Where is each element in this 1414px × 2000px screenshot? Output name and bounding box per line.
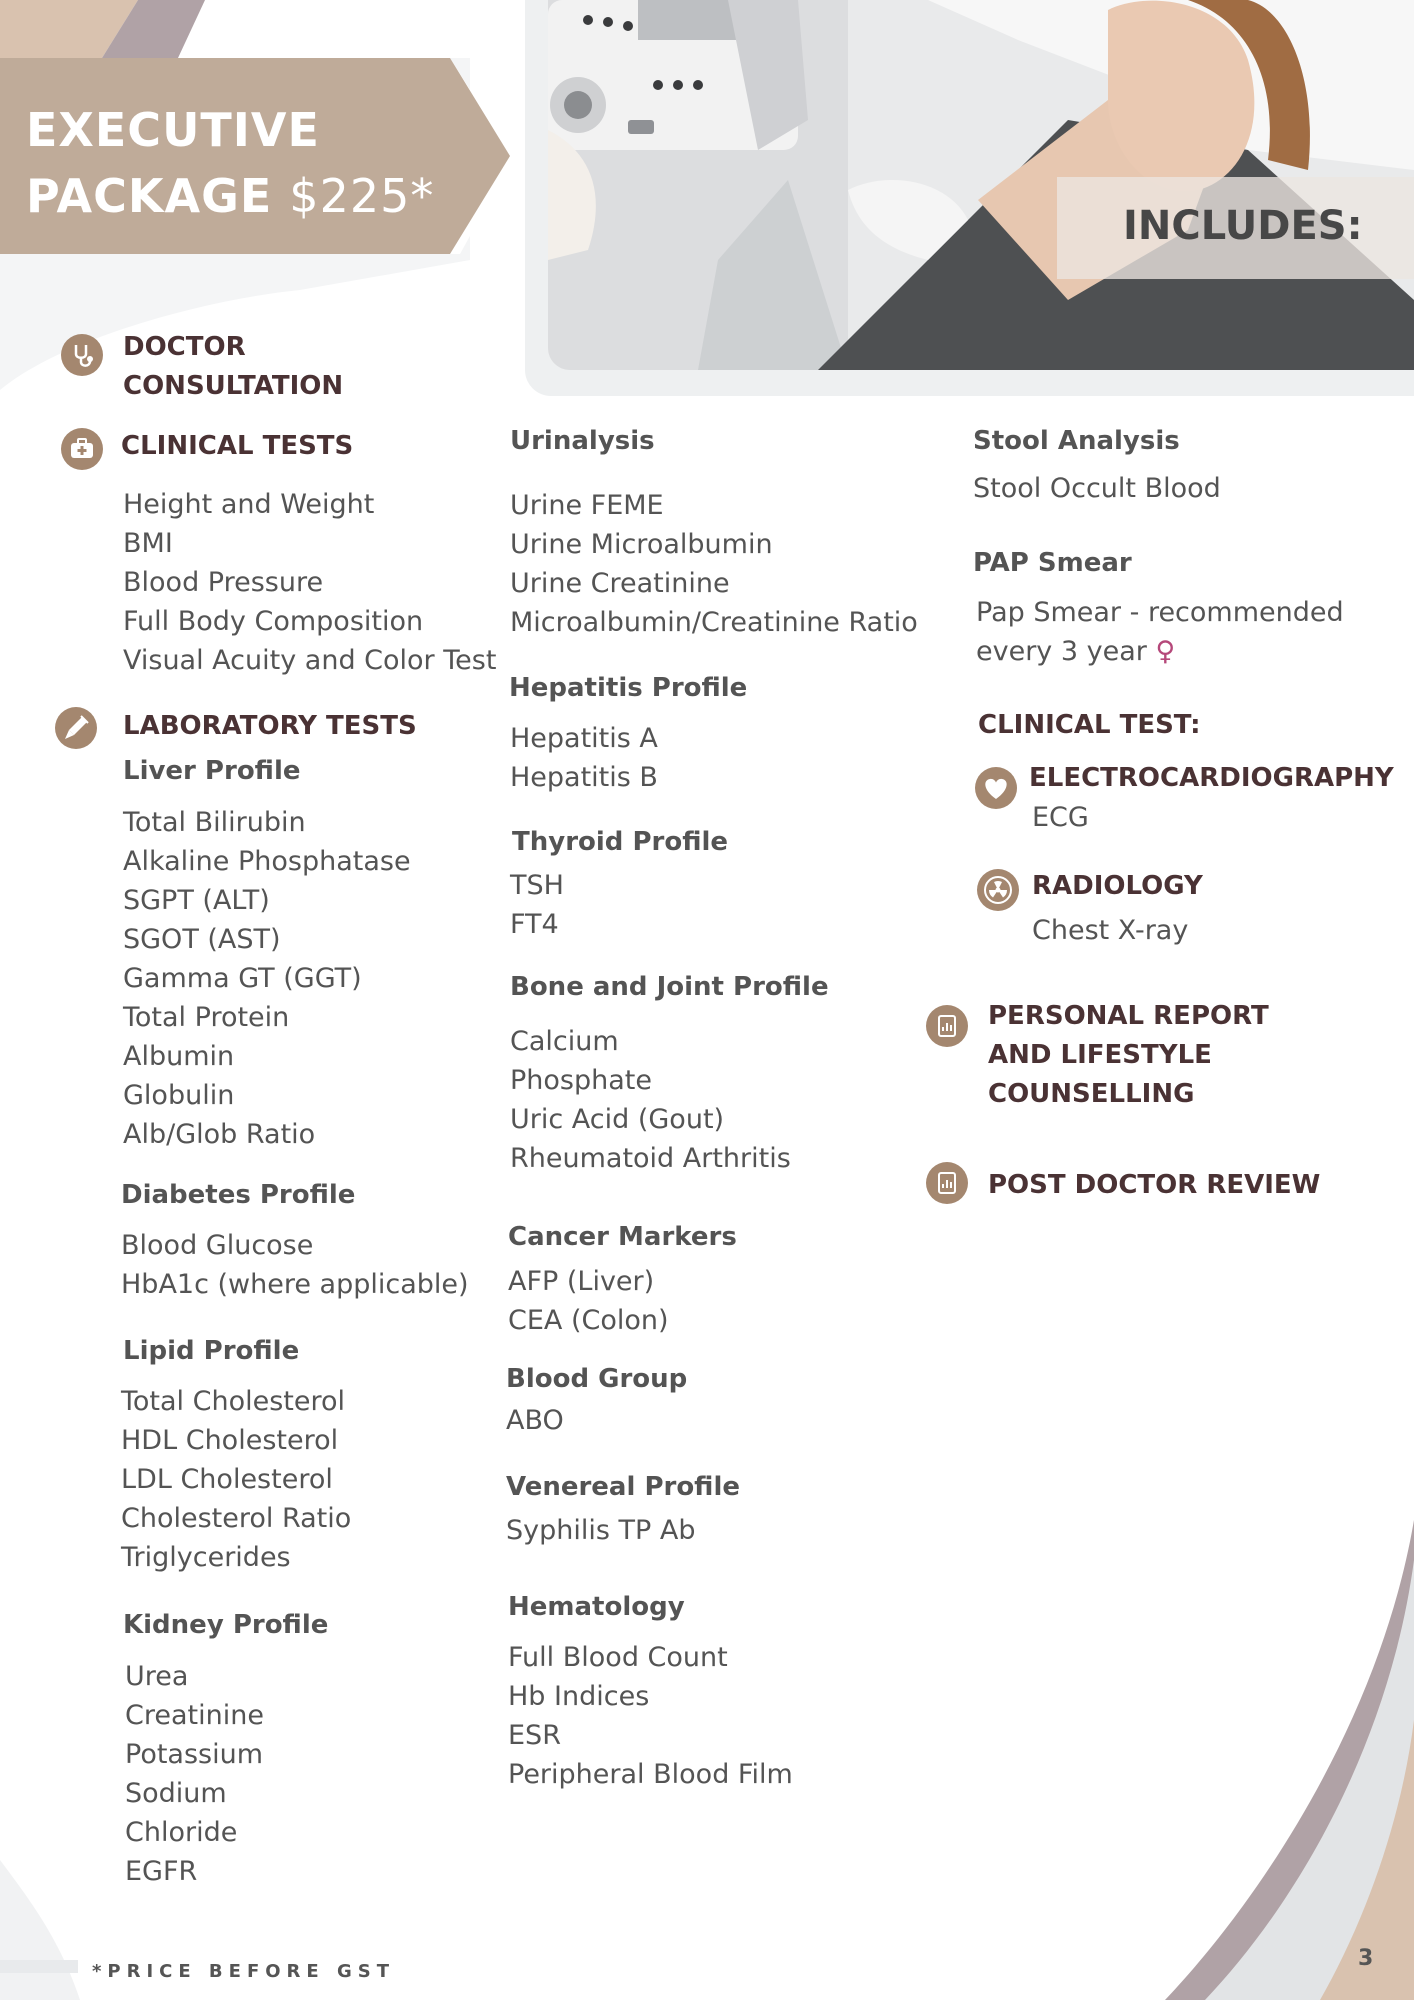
list-item: Triglycerides (121, 1542, 291, 1573)
list-item: Blood Pressure (123, 567, 324, 598)
list-item: Total Protein (123, 1002, 290, 1033)
urinalysis-heading: Urinalysis (510, 426, 655, 456)
list-item: Rheumatoid Arthritis (510, 1143, 791, 1174)
list-item: LDL Cholesterol (121, 1464, 333, 1495)
cancer-markers-heading: Cancer Markers (508, 1222, 737, 1252)
list-item: HDL Cholesterol (121, 1425, 339, 1456)
pap-line2: every 3 year (976, 636, 1147, 667)
list-item: Urine FEME (510, 490, 664, 521)
personal-report-heading (988, 997, 1269, 1114)
doctor-line1: DOCTOR (123, 332, 246, 362)
list-item: SGPT (ALT) (123, 885, 270, 916)
list-item: Urea (125, 1661, 189, 1692)
lipid-profile-heading: Lipid Profile (123, 1336, 300, 1366)
list-item: Hepatitis A (510, 723, 658, 754)
pap-line1: Pap Smear - recommended (976, 597, 1344, 628)
radiation-icon (977, 869, 1019, 911)
diabetes-profile-list (121, 1226, 469, 1304)
syringe-icon (55, 707, 97, 749)
laboratory-tests-heading: LABORATORY TESTS (123, 711, 417, 741)
title-line2: PACKAGE (26, 169, 273, 223)
doctor-consultation-heading (123, 328, 343, 406)
list-item: FT4 (510, 909, 559, 940)
list-item: Gamma GT (GGT) (123, 963, 362, 994)
list-item: Total Bilirubin (123, 807, 306, 838)
list-item: Potassium (125, 1739, 264, 1770)
list-item: Alb/Glob Ratio (123, 1119, 316, 1150)
list-item: Chloride (125, 1817, 238, 1848)
package-title (26, 97, 434, 229)
radiology-item: Chest X-ray (1032, 915, 1189, 946)
stool-analysis-heading: Stool Analysis (973, 426, 1180, 456)
clinical-tests-heading: CLINICAL TESTS (121, 431, 354, 461)
list-item: Hepatitis B (510, 762, 658, 793)
doctor-line2: CONSULTATION (123, 371, 344, 401)
stethoscope-icon (61, 334, 103, 376)
list-item: Phosphate (510, 1065, 652, 1096)
heart-icon (975, 767, 1017, 809)
electrocardiography-heading: ELECTROCARDIOGRAPHY (1029, 763, 1394, 793)
liver-profile-heading: Liver Profile (123, 756, 301, 786)
liver-profile-list (123, 803, 411, 1154)
hepatitis-profile-heading: Hepatitis Profile (509, 673, 748, 703)
pap-smear-text (976, 593, 1344, 671)
list-item: EGFR (125, 1856, 198, 1887)
blood-group-heading: Blood Group (506, 1364, 688, 1394)
list-item: Albumin (123, 1041, 235, 1072)
urinalysis-list (510, 486, 918, 642)
list-item: Alkaline Phosphatase (123, 846, 411, 877)
list-item: Sodium (125, 1778, 227, 1809)
list-item: Microalbumin/Creatinine Ratio (510, 607, 918, 638)
includes-label: INCLUDES: (1123, 203, 1363, 249)
personal-report-line1: PERSONAL REPORT (988, 1001, 1269, 1031)
list-item: BMI (123, 528, 173, 559)
price-footnote: *PRICE BEFORE GST (92, 1961, 395, 1982)
list-item: CEA (Colon) (508, 1305, 669, 1336)
clinical-tests-list (123, 485, 496, 680)
post-doctor-review-heading: POST DOCTOR REVIEW (988, 1170, 1321, 1200)
personal-report-line2: AND LIFESTYLE (988, 1040, 1212, 1070)
title-line1: EXECUTIVE (26, 103, 320, 157)
list-item: Visual Acuity and Color Test (123, 645, 497, 676)
list-item: AFP (Liver) (508, 1266, 655, 1297)
list-item: Urine Microalbumin (510, 529, 773, 560)
female-symbol-icon: ♀ (1155, 636, 1176, 667)
hepatitis-profile-list (510, 719, 658, 797)
first-aid-kit-icon (61, 428, 103, 470)
stool-analysis-list (973, 469, 1221, 508)
kidney-profile-heading: Kidney Profile (123, 1610, 329, 1640)
list-item: Hb Indices (508, 1681, 650, 1712)
hematology-heading: Hematology (508, 1592, 685, 1622)
ecg-item: ECG (1032, 802, 1089, 833)
lipid-profile-list (121, 1382, 351, 1577)
page-number: 3 (1358, 1946, 1374, 1971)
list-item: TSH (510, 870, 564, 901)
list-item: Peripheral Blood Film (508, 1759, 793, 1790)
venereal-profile-heading: Venereal Profile (506, 1472, 740, 1502)
hematology-list (508, 1638, 793, 1794)
list-item: Total Cholesterol (121, 1386, 346, 1417)
diabetes-profile-heading: Diabetes Profile (121, 1180, 356, 1210)
radiology-heading: RADIOLOGY (1032, 871, 1203, 901)
blood-group-list (506, 1401, 564, 1440)
list-item: Calcium (510, 1026, 619, 1057)
thyroid-profile-heading: Thyroid Profile (512, 827, 729, 857)
list-item: Full Blood Count (508, 1642, 728, 1673)
package-price: $225* (289, 169, 435, 223)
list-item: ABO (506, 1405, 564, 1436)
list-item: Height and Weight (123, 489, 375, 520)
list-item: HbA1c (where applicable) (121, 1269, 469, 1300)
report-icon (926, 1162, 968, 1204)
list-item: Creatinine (125, 1700, 264, 1731)
pap-smear-heading: PAP Smear (973, 548, 1132, 578)
list-item: Blood Glucose (121, 1230, 314, 1261)
list-item: Uric Acid (Gout) (510, 1104, 725, 1135)
list-item: Urine Creatinine (510, 568, 730, 599)
list-item: ESR (508, 1720, 561, 1751)
kidney-profile-list (125, 1657, 264, 1891)
list-item: Full Body Composition (123, 606, 424, 637)
bone-joint-profile-heading: Bone and Joint Profile (510, 972, 829, 1002)
report-icon (926, 1005, 968, 1047)
venereal-profile-list (506, 1511, 696, 1550)
personal-report-line3: COUNSELLING (988, 1079, 1195, 1109)
list-item: SGOT (AST) (123, 924, 281, 955)
bone-joint-profile-list (510, 1022, 791, 1178)
clinical-test-heading: CLINICAL TEST: (978, 710, 1201, 740)
list-item: Syphilis TP Ab (506, 1515, 696, 1546)
list-item: Globulin (123, 1080, 235, 1111)
thyroid-profile-list (510, 866, 564, 944)
cancer-markers-list (508, 1262, 669, 1340)
list-item: Stool Occult Blood (973, 473, 1221, 504)
list-item: Cholesterol Ratio (121, 1503, 352, 1534)
